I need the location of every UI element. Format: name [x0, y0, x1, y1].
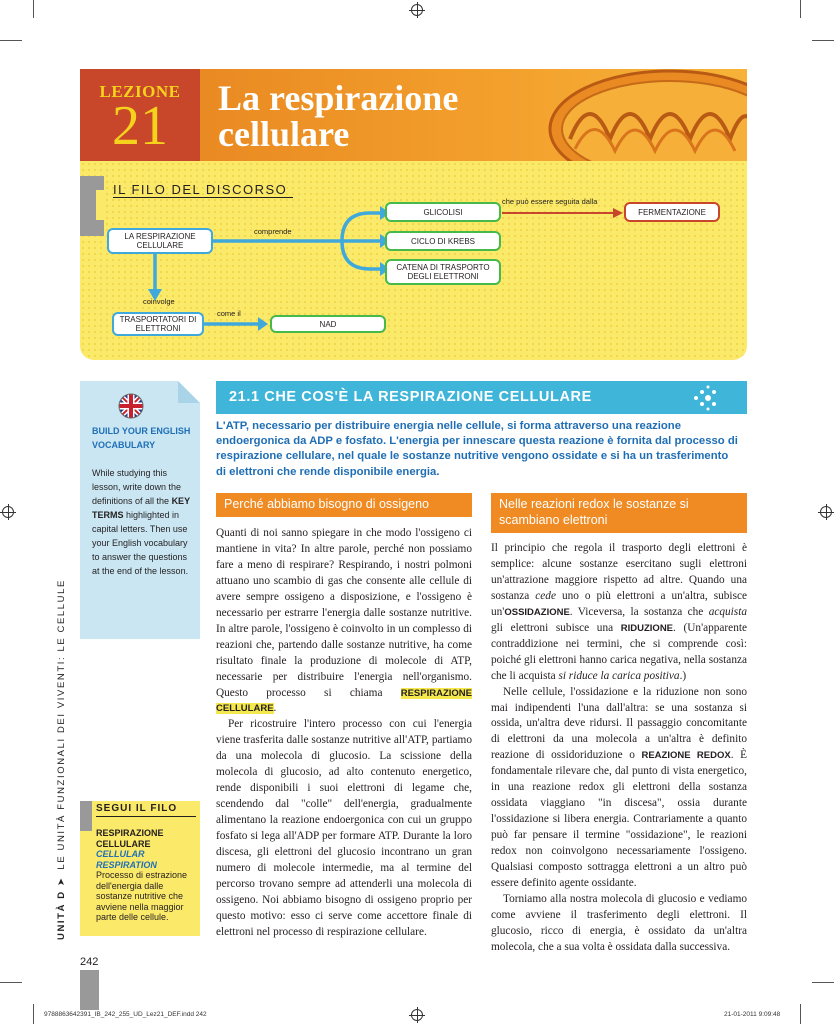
key-term-respirazione: RESPIRAZIONE CELLULARE — [216, 687, 472, 715]
vocab-key-terms: KEY TERMS — [92, 496, 190, 520]
vocabulary-heading: BUILD YOUR ENGLISH VOCABULARY — [92, 426, 191, 450]
page-title — [218, 80, 518, 152]
link-comprende: comprende — [254, 227, 292, 236]
node-nad: NAD — [270, 315, 386, 333]
page-number: 242 — [80, 956, 99, 968]
concept-map-heading: IL FILO DEL DISCORSO — [113, 182, 288, 197]
registration-mark-icon — [411, 1009, 423, 1021]
registration-mark-icon — [820, 506, 832, 518]
italic-phrase: si riduce la carica positiva — [558, 669, 680, 682]
crop-mark — [0, 40, 22, 41]
registration-mark-icon — [2, 506, 14, 518]
col2-text: . (Un'apparente contraddizione nei termini, che si comprende così: poiché gli elettroni hanno carica negativa, nella sostanza che li acquista — [491, 621, 748, 682]
subheading-redox-text: Nelle reazioni redox le sostanze si scambiano elettroni — [499, 497, 689, 527]
page-tab — [80, 970, 99, 1010]
italic-cede: cede — [535, 589, 556, 602]
footer-file: 9788863642391_IB_242_255_UD_Lez21_DEF.indd 242 — [44, 1011, 207, 1018]
col2-text: uno o più elettroni a un'altra, subisce un' — [491, 589, 747, 618]
vocab-text-end: highlighted in capital letters. Then use your English vocabulary to answer the questions at the end of the lesson. — [92, 510, 189, 576]
col1-text: Quanti di noi sanno spiegare in che modo l'ossigeno ci mantiene in vita? In altre parole, perché non possiamo fare a meno di respirare? Respirando, i nostri polmoni attuano uno scambio di gas che consente alle cellule di avere sempre ossigeno a disposizione, e l'ossigeno è necessario per estrarre l'energia dalle sostanze nutritive. In altre parole, l'ossigeno è coinvolto in un complesso di reazioni che, partendo dalle sostanze nutritive, ha come risultato finale la produzione di molecole di ATP, necessarie per distribuire l'energia nell'organismo. Questo processo si chiama — [216, 527, 472, 699]
node-krebs: CICLO DI KREBS — [385, 231, 501, 251]
subheading-ossigeno — [216, 493, 472, 517]
col1-text-end: . — [273, 702, 277, 715]
segui-definition: Processo di estrazione dell'energia dalle sostanze nutritive che avviene nella maggior parte delle cellule. — [96, 870, 188, 922]
col2-text: . Viceversa, la sostanza che — [569, 605, 709, 618]
column-1 — [216, 526, 472, 941]
title-line-1: La respirazione — [218, 78, 459, 118]
italic-acquista: acquista — [708, 605, 747, 618]
col2-paragraph-1 — [491, 541, 747, 685]
column-2 — [491, 541, 747, 956]
col2-text: Il principio che regola il trasporto degli elettroni è semplice: alcune sostanze esercitano sugli elettroni un'attrazione maggiore rispetto ad altre. Quando una sostanza — [491, 542, 747, 602]
col1-paragraph-2: Per ricostruire l'intero processo con cui l'energia viene trasferita dalle sostanze nutritive all'ATP, partiamo da una molecola di glucosio. La scissione della molecola di glucosio, ad alto contenuto energetico, rende disponibili i suoi elettroni di legame che, scendendo dal "colle" dell'energia, gradualmente alimentano la reazione endoergonica con cui un gruppo fosfato si lega all'ADP per formare ATP. Durante la loro discesa, gli elettroni del glucosio incontrano un gran numero di molecole intermedie, ma al termine del percorso trovano sempre ad attenderli una molecola di ossigeno. Noi abbiamo bisogno di ossigeno proprio per questo motivo: esso ci serve come accettore finale di elettroni nel processo di respirazione cellulare. — [216, 718, 472, 938]
link-come-il: come il — [217, 309, 241, 318]
page-corner-fold — [178, 381, 200, 403]
vocab-text: While studying this lesson, write down the definitions of all the — [92, 468, 182, 506]
node-fermentazione: FERMENTAZIONE — [624, 202, 720, 222]
col1-paragraph-1 — [216, 526, 472, 717]
footer-date: 21-01-2011 9:09:48 — [724, 1011, 781, 1018]
link-coinvolge: coinvolge — [143, 297, 175, 306]
crop-mark — [812, 982, 834, 983]
decorative-dots-icon — [690, 384, 720, 412]
col2-text: .) — [679, 669, 687, 682]
crop-mark — [812, 40, 834, 41]
node-respirazione: LA RESPIRAZIONE CELLULARE — [107, 228, 213, 254]
subheading-ossigeno-text: Perché abbiamo bisogno di ossigeno — [224, 497, 429, 511]
vocabulary-body — [92, 466, 192, 578]
unit-label: UNITÀ D — [56, 890, 67, 940]
node-glicolisi: GLICOLISI — [385, 202, 501, 222]
key-term-riduzione: RIDUZIONE — [620, 622, 674, 634]
segui-body — [96, 828, 196, 923]
crop-mark — [800, 1004, 801, 1024]
segui-rule — [96, 816, 196, 817]
segui-term: RESPIRAZIONE CELLULARE — [96, 828, 164, 849]
lesson-number: 21 — [112, 95, 168, 157]
col2-text: . È fondamentale rilevare che, dal punto di vista energetico, in una reazione redox gli elettroni della sostanza ossidata viaggiano "in discesa", ossia durante l'ossidazione si libera energia. Contrariamente a quanto può far pensare il termine "ossidazione", le reazioni redox non coinvolgono necessariamente l'ossigeno. Qualsiasi composto sottragga elettroni a un altro può essere definito agente ossidante. — [491, 749, 747, 890]
segui-tab — [80, 801, 92, 831]
registration-mark-icon — [411, 4, 423, 16]
col2-text: gli elettroni subisce una — [491, 621, 621, 634]
running-head-text: LE UNITÀ FUNZIONALI DEI VIVENTI: LE CELLULE — [56, 579, 67, 870]
section-title: 21.1 CHE COS'È LA RESPIRAZIONE CELLULARE — [229, 389, 592, 405]
key-term-ossidazione: OSSIDAZIONE — [504, 606, 570, 618]
node-catena: CATENA DI TRASPORTO DEGLI ELETTRONI — [385, 259, 501, 285]
col2-text: Nelle cellule, l'ossidazione e la riduzione non sono mai indipendenti l'una dall'altra: se una sostanza si ossida, un'altra deve ridursi. Il passaggio concomitante di elettroni da una molecola a un'altra è definito reazione di ossidoriduzione o — [491, 685, 747, 762]
crop-mark — [800, 0, 801, 18]
subheading-redox — [491, 493, 747, 533]
crop-mark — [33, 1004, 34, 1024]
lesson-label: LEZIONE — [99, 82, 181, 101]
segui-title: SEGUI IL FILO — [96, 803, 178, 814]
crop-mark — [33, 0, 34, 18]
col2-paragraph-2 — [491, 685, 747, 892]
link-seguita: che può essere seguita dalla — [502, 197, 598, 206]
key-term-redox: REAZIONE REDOX — [641, 750, 731, 762]
running-head: UNITÀ D ➤ LE UNITÀ FUNZIONALI DEI VIVENTI: LE CELLULE — [56, 579, 67, 940]
title-line-2: cellulare — [218, 114, 350, 154]
crop-mark — [0, 982, 22, 983]
section-intro: L'ATP, necessario per distribuire energia nelle cellule, si forma attraverso una reazione endoergonica da ADP e fosfato. L'energia per innescare questa reazione è fornita dal processo di respirazione cellulare, nel quale le sostanze nutritive vengono ossidate e si ha un trasferimento di elettroni che rende disponibile energia. — [216, 420, 738, 478]
node-trasportatori: TRASPORTATORI DI ELETTRONI — [112, 312, 204, 336]
segui-english: CELLULAR RESPIRATION — [96, 849, 157, 870]
col2-paragraph-3: Torniamo alla nostra molecola di glucosio e vediamo come avviene il trasferimento degli elettroni. Il glucosio, ricco di energia, è ossidato da un'altra molecola, che a sua volta è ossidata dalla successiva. — [491, 892, 747, 953]
uk-flag-icon — [118, 393, 144, 419]
